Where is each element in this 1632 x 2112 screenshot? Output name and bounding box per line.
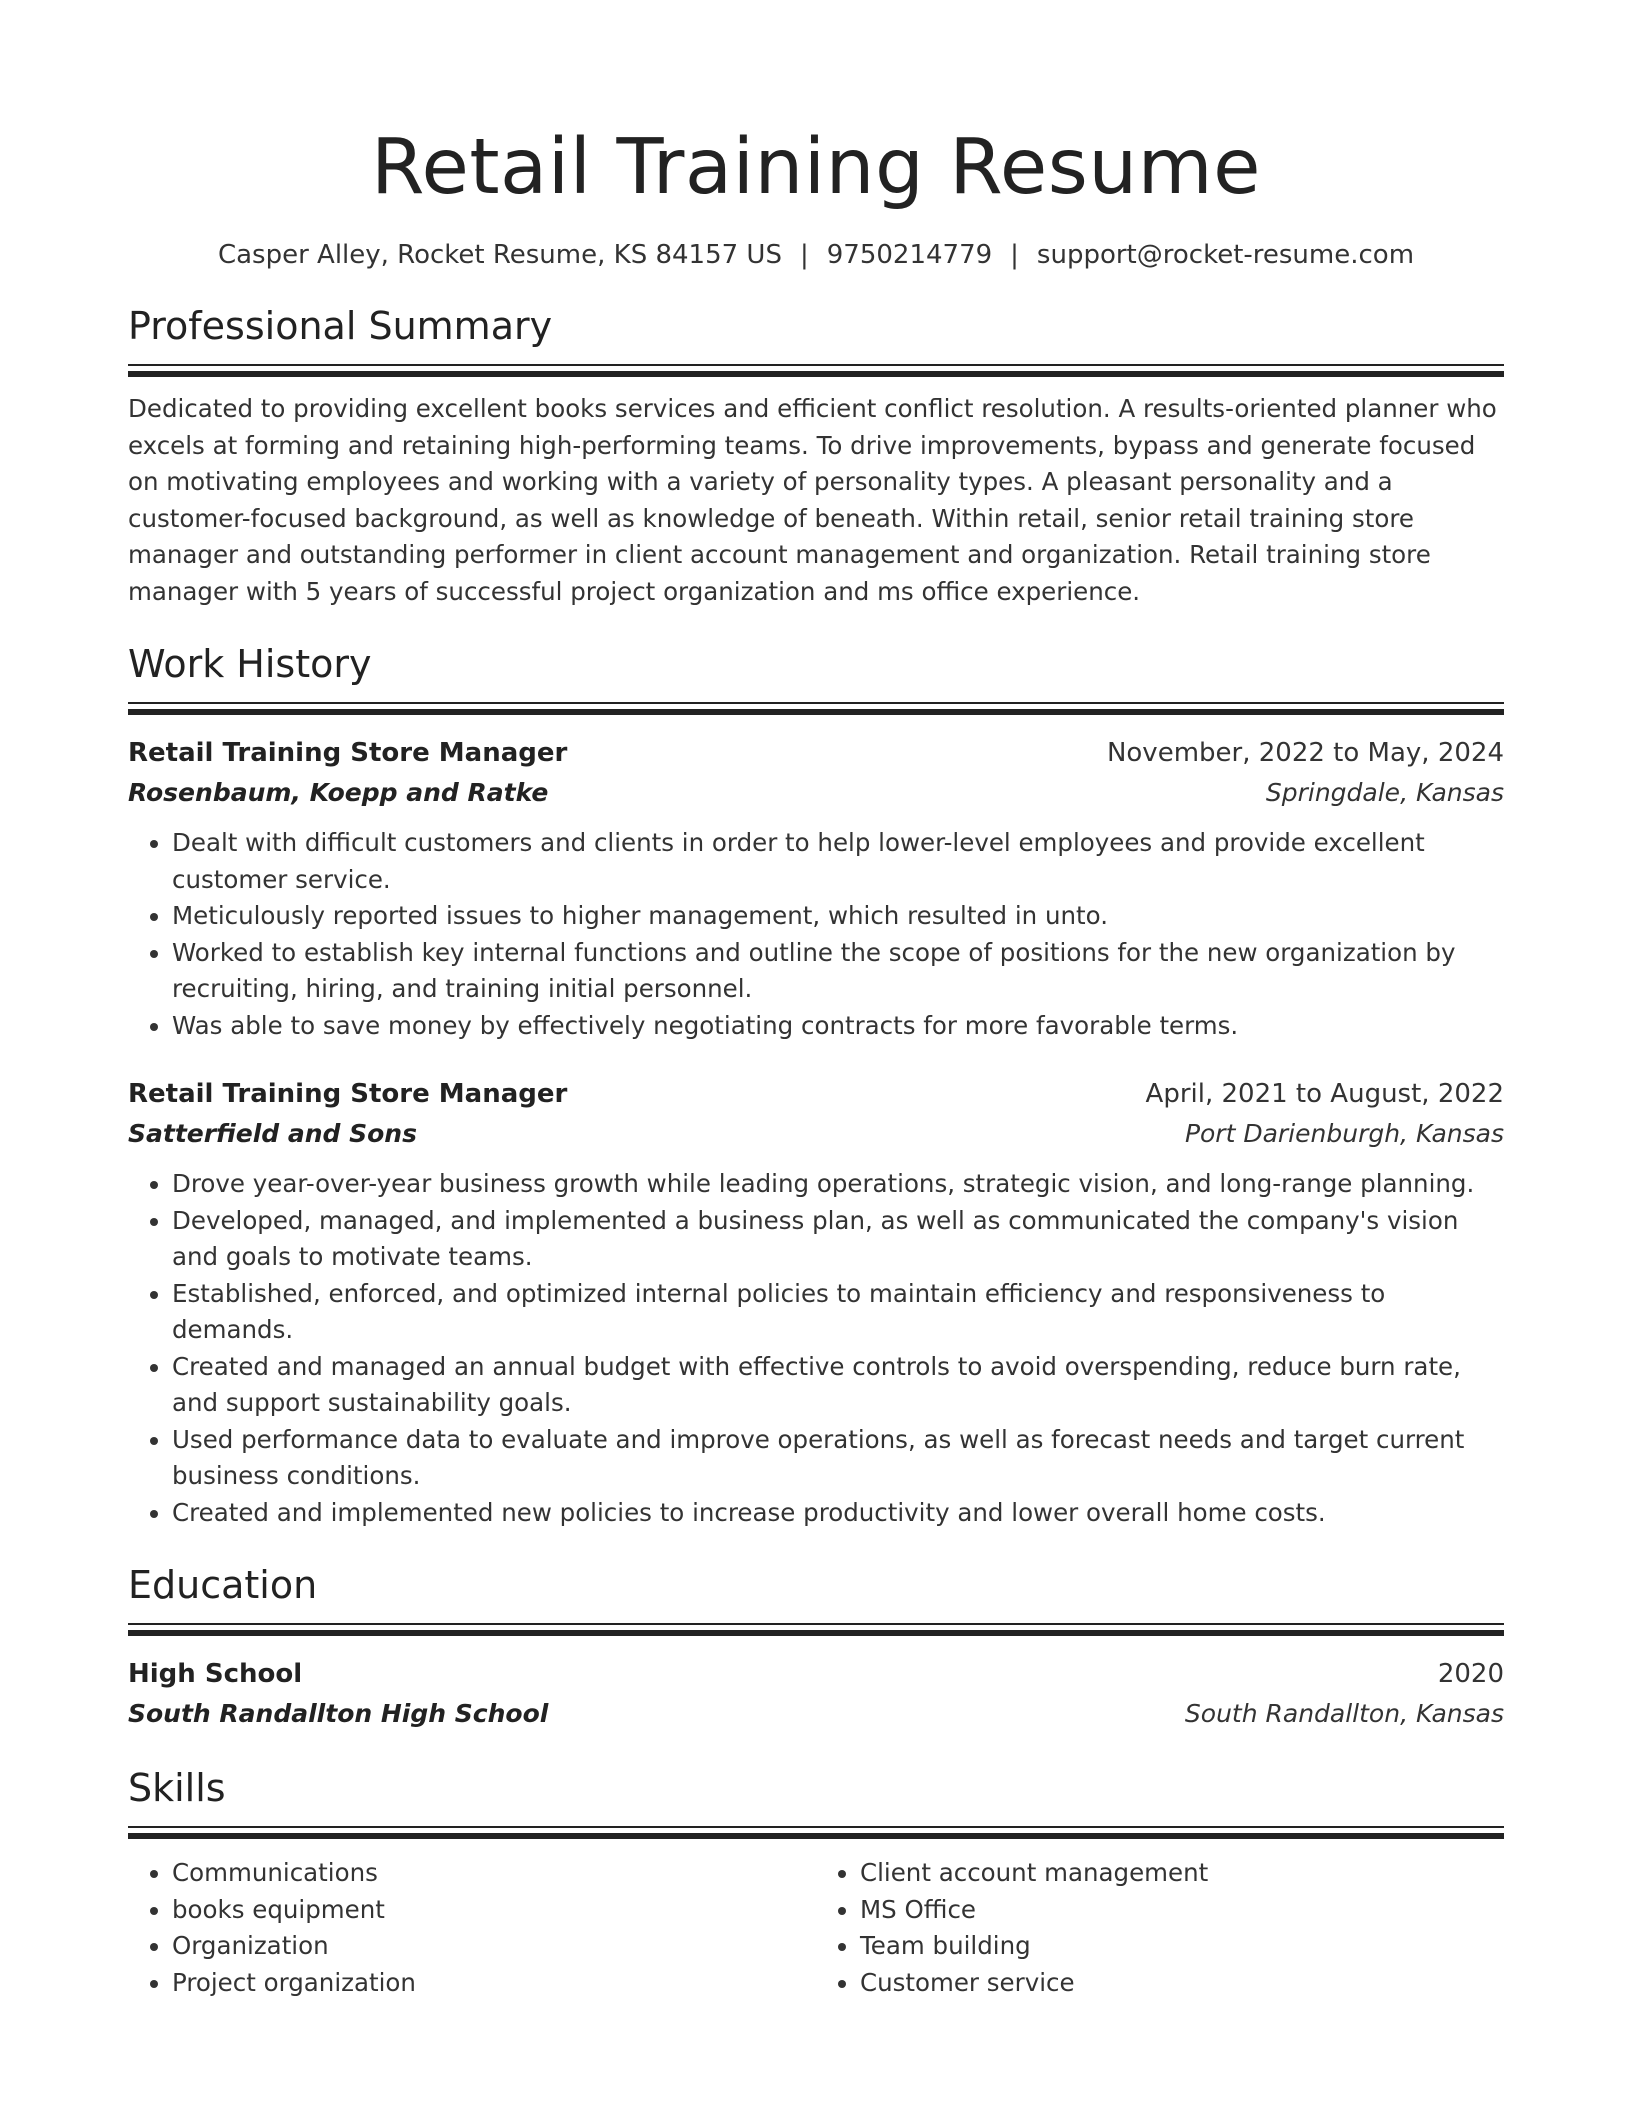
list-item: • Created and implemented new policies to increase productivity and lower overall home costs. [172,1495,1504,1532]
list-item: • Drove year-over-year business growth while leading operations, strategic vision, and long-range planning. [172,1166,1504,1203]
skills-columns [128,1855,1504,2001]
job-employer: Rosenbaum, Koepp and Ratke [128,778,549,807]
contact-address: Casper Alley, Rocket Resume, KS 84157 US [217,240,782,270]
resume-title: Retail Training Resume [370,123,1262,212]
list-item: • Meticulously reported issues to higher management, which resulted in unto. [172,898,1504,935]
section-rule-thick [128,709,1504,715]
contact-separator: | [799,240,809,270]
skill-item: • Organization [172,1928,816,1965]
section-title-summary: Professional Summary [128,304,553,348]
section-rule-thin [128,364,1504,366]
section-rule-thin [128,1623,1504,1625]
job-employer: Satterfield and Sons [128,1119,417,1148]
education-school: South Randallton High School [128,1699,549,1728]
job-location: Springdale, Kansas [1265,778,1504,807]
contact-separator: | [1010,240,1019,270]
list-item: • Dealt with difficult customers and clients in order to help lower-level employees and provide excellent customer service. [172,825,1504,898]
list-item: • Established, enforced, and optimized internal policies to maintain efficiency and responsiveness to demands. [172,1276,1504,1349]
job-employer-row [128,1114,1504,1154]
list-item: • Was able to save money by effectively negotiating contracts for more favorable terms. [172,1008,1504,1045]
job-location: Port Darienburgh, Kansas [1184,1119,1504,1148]
section-title-skills: Skills [128,1766,226,1810]
skill-item: • Team building [860,1928,1504,1965]
education-location: South Randallton, Kansas [1184,1699,1504,1728]
education-header-row [128,1654,1504,1694]
job-header-row [128,733,1504,773]
education-section [128,1561,1504,1734]
job-employer-row [128,773,1504,813]
job-entry [128,1074,1504,1531]
job-bullet-list [128,825,1504,1044]
section-rule-thick [128,1833,1504,1839]
education-degree: High School [128,1659,303,1689]
skills-section [128,1764,1504,2001]
section-rule-thick [128,371,1504,377]
work-history-section [128,640,1504,1531]
list-item: • Used performance data to evaluate and improve operations, as well as forecast needs and target current business conditions. [172,1422,1504,1495]
job-dates: November, 2022 to May, 2024 [1106,738,1504,768]
skill-item: • books equipment [172,1892,816,1929]
skill-item: • Client account management [860,1855,1504,1892]
job-header-row [128,1074,1504,1114]
education-school-row [128,1694,1504,1734]
skills-list-right [816,1855,1504,2001]
section-rule-thick [128,1630,1504,1636]
job-dates: April, 2021 to August, 2022 [1145,1079,1504,1109]
skill-item: • MS Office [860,1892,1504,1929]
job-bullet-list [128,1166,1504,1531]
list-item: • Created and managed an annual budget with effective controls to avoid overspending, reduce burn rate, and support sustainability goals. [172,1349,1504,1422]
job-entry [128,733,1504,1044]
section-title-work: Work History [128,642,372,686]
skill-item: • Customer service [860,1965,1504,2002]
contact-phone: 9750214779 [826,240,993,270]
job-title: Retail Training Store Manager [128,738,568,768]
contact-email: support@rocket-resume.com [1036,240,1415,270]
list-item: • Worked to establish key internal functions and outline the scope of positions for the new organization by recruiting, hiring, and training initial personnel. [172,935,1504,1008]
contact-line [128,238,1504,272]
job-title: Retail Training Store Manager [128,1079,568,1109]
skills-list-left [128,1855,816,2001]
summary-text: Dedicated to providing excellent books services and efficient conflict resolution. A results-oriented planner who excels at forming and retaining high-performing teams. To drive improvements, bypass and generate focused on motivating employees and working with a variety of personality types. A pleasant personality and a customer-focused background, as well as knowledge of beneath. Within retail, senior retail training store manager and outstanding performer in client account management and organization. Retail training store manager with 5 years of successful project organization and ms office experience. [128,394,1497,606]
skill-item: • Project organization [172,1965,816,2002]
section-rule-thin [128,1826,1504,1828]
list-item: • Developed, managed, and implemented a business plan, as well as communicated the company's vision and goals to motivate teams. [172,1203,1504,1276]
education-entry [128,1654,1504,1734]
education-year: 2020 [1437,1659,1504,1689]
section-title-education: Education [128,1563,318,1607]
summary-section [128,302,1504,610]
section-rule-thin [128,702,1504,704]
skill-item: • Communications [172,1855,816,1892]
